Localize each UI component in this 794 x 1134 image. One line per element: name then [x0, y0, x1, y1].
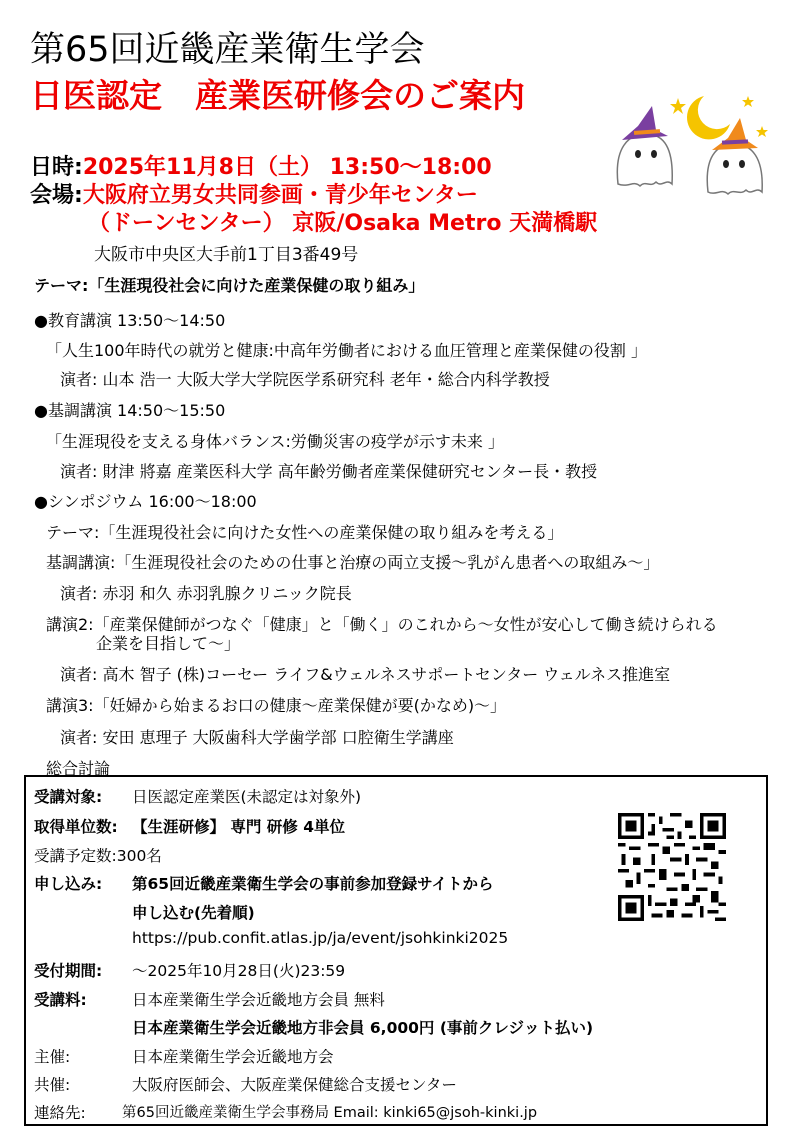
program-item: 演者: 高木 智子 (株)コーセー ライフ&ウェルネスサポートセンター ウェルネス推進室	[60, 665, 671, 684]
program-item: 演者: 山本 浩一 大阪大学大学院医学系研究科 老年・総合内科学教授	[60, 370, 550, 389]
target-value: 日医認定産業医(未認定は対象外)	[132, 788, 362, 806]
apply-line1: 第65回近畿産業衛生学会の事前参加登録サイトから	[132, 875, 494, 893]
contact-label: 連絡先:	[34, 1104, 86, 1122]
venue-line1: 大阪府立男女共同参画・青少年センター	[82, 183, 478, 208]
venue-label: 会場:	[30, 183, 83, 208]
program-item: 演者: 赤羽 和久 赤羽乳腺クリニック院長	[60, 584, 352, 603]
program-item: 基調講演:「生涯現役社会のための仕事と治療の両立支援〜乳がん患者への取組み〜」	[46, 553, 660, 572]
ghost-witch-hat-icon	[617, 106, 672, 186]
host-value: 日本産業衛生学会近畿地方会	[132, 1048, 334, 1066]
target-label: 受講対象:	[34, 788, 103, 806]
star-icon	[670, 98, 686, 114]
date-label: 日時:	[30, 155, 83, 180]
venue-line2: （ドーンセンター） 京阪/Osaka Metro 天満橋駅	[88, 211, 598, 236]
program-item: 演者: 安田 恵理子 大阪歯科大学歯学部 口腔衛生学講座	[60, 728, 454, 747]
program-item: ●シンポジウム 16:00〜18:00	[34, 492, 257, 511]
venue-address: 大阪市中央区大手前1丁目3番49号	[94, 245, 359, 265]
fee-nonmember: 日本産業衛生学会近畿地方非会員 6,000円 (事前クレジット払い)	[132, 1019, 594, 1037]
program-item: 「人生100年時代の就労と健康:中高年労働者における血圧管理と産業保健の役割 」	[46, 341, 648, 360]
host-label: 主催:	[34, 1048, 71, 1066]
period-value: 〜2025年10月28日(火)23:59	[132, 962, 346, 980]
contact-value: 第65回近畿産業衛生学会事務局 Email: kinki65@jsoh-kinki.jp	[122, 1105, 538, 1121]
program-item: 演者: 財津 將嘉 産業医科大学 高年齢労働者産業保健研究センター長・教授	[60, 462, 598, 481]
apply-line2: 申し込む(先着順)	[132, 904, 255, 922]
star-icon	[756, 126, 768, 137]
cohost-value: 大阪府医師会、大阪産業保健総合支援センター	[132, 1076, 457, 1094]
fee-label: 受講料:	[34, 991, 87, 1009]
program-item: テーマ:「生涯現役社会に向けた女性への産業保健の取り組みを考える」	[46, 523, 564, 542]
program-item: 総合討論	[46, 759, 111, 778]
capacity: 受講予定数:300名	[34, 847, 162, 865]
units-label: 取得単位数:	[34, 818, 118, 836]
program-item: 講演2:「産業保健師がつなぐ「健康」と「働く」のこれから〜女性が安心して働き続けられる	[46, 615, 718, 634]
page-title: 第65回近畿産業衛生学会	[30, 30, 425, 70]
halloween-ghosts-icon	[608, 88, 788, 200]
cohost-label: 共催:	[34, 1076, 71, 1094]
qr-code-icon[interactable]	[618, 813, 726, 921]
program-item: 「生涯現役を支える身体バランス:労働災害の疫学が示す未来 」	[46, 432, 504, 451]
program-theme: テーマ:「生涯現役社会に向けた産業保健の取り組み」	[34, 276, 425, 295]
program-item: 企業を目指して〜」	[96, 634, 241, 653]
period-label: 受付期間:	[34, 962, 103, 980]
moon-icon	[687, 96, 730, 139]
fee-member: 日本産業衛生学会近畿地方会員 無料	[132, 991, 385, 1009]
date-value: 2025年11月8日（土） 13:50〜18:00	[82, 155, 492, 180]
program-item: ●教育講演 13:50〜14:50	[34, 311, 226, 330]
apply-label: 申し込み:	[34, 875, 103, 893]
program-item: ●基調講演 14:50〜15:50	[34, 401, 226, 420]
program-item: 講演3:「妊婦から始まるお口の健康〜産業保健が要(かなめ)〜」	[46, 696, 507, 715]
star-icon	[742, 96, 754, 107]
page-subtitle: 日医認定 産業医研修会のご案内	[30, 76, 525, 115]
event-venue	[30, 178, 478, 209]
apply-url[interactable]: https://pub.confit.atlas.jp/ja/event/jsohkinki2025	[132, 929, 509, 947]
event-date	[30, 150, 492, 181]
units-value: 【生涯研修】 専門 研修 4単位	[132, 818, 345, 836]
